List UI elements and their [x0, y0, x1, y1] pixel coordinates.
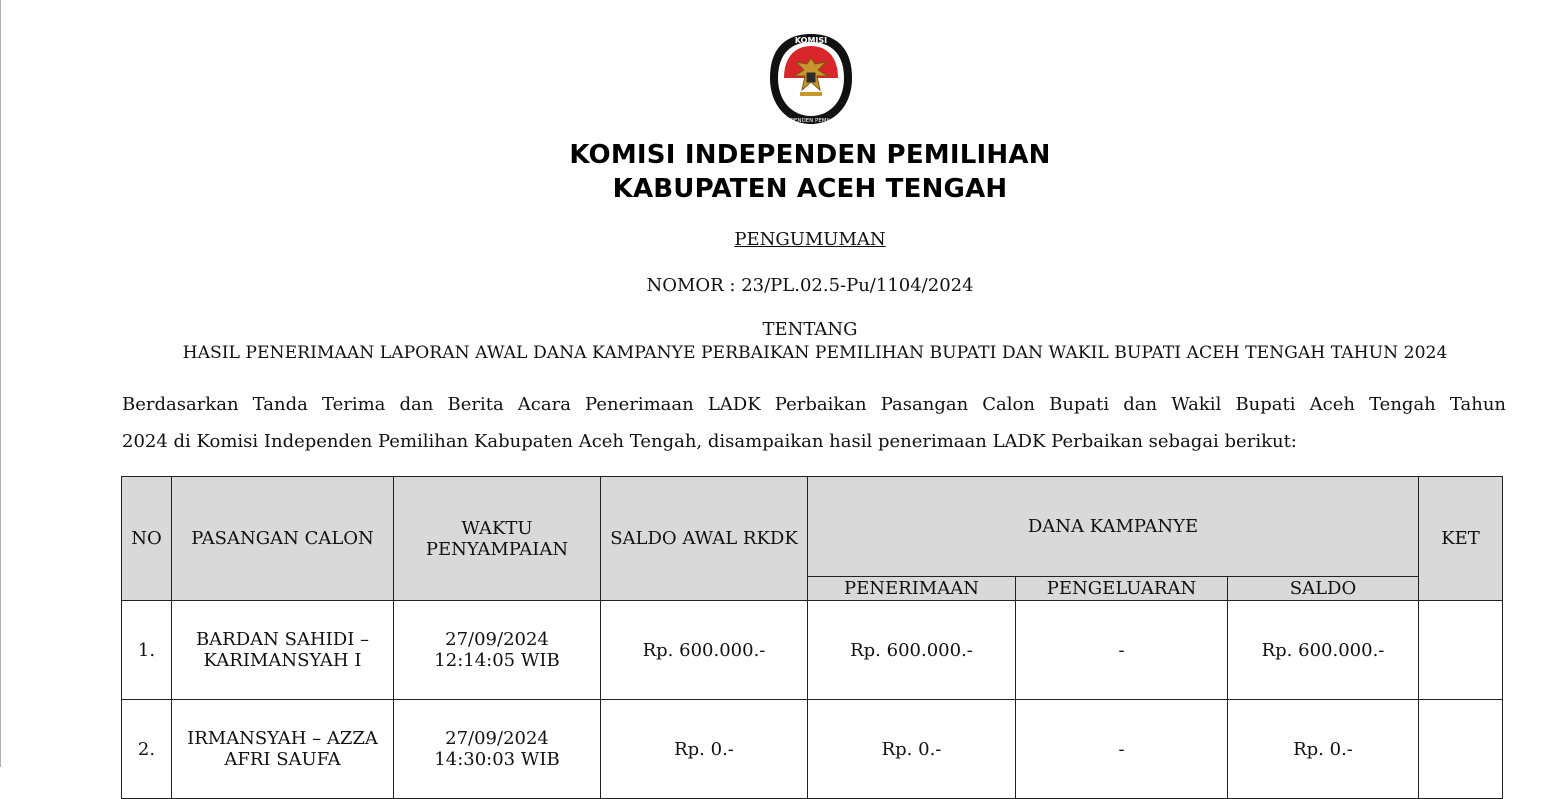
cell-penerimaan: Rp. 600.000.-	[808, 601, 1016, 700]
cell-pasangan-line1: IRMANSYAH – AZZA	[187, 728, 378, 749]
cell-pasangan-line2: AFRI SAUFA	[224, 749, 341, 770]
cell-no: 1.	[122, 601, 172, 700]
intro-paragraph	[122, 386, 1506, 460]
ladk-report-table	[121, 476, 1503, 799]
cell-waktu-time: 12:14:05 WIB	[434, 650, 560, 671]
cell-pasangan-line1: BARDAN SAHIDI –	[195, 629, 370, 650]
kip-logo-emblem	[768, 32, 854, 126]
cell-pasangan-line2: KARIMANSYAH I	[203, 650, 362, 671]
cell-waktu	[394, 700, 601, 799]
announcement-tentang: TENTANG	[762, 319, 858, 340]
table-row	[122, 700, 1503, 799]
col-header-saldo-awal: SALDO AWAL RKDK	[601, 477, 808, 601]
col-header-penerimaan: PENERIMAAN	[808, 577, 1016, 601]
col-header-ket: KET	[1419, 477, 1503, 601]
announcement-number: NOMOR : 23/PL.02.5-Pu/1104/2024	[646, 275, 974, 296]
cell-waktu	[394, 601, 601, 700]
cell-saldo-awal: Rp. 0.-	[601, 700, 808, 799]
cell-waktu-date: 27/09/2024	[445, 629, 549, 650]
cell-pengeluaran: -	[1016, 601, 1228, 700]
cell-ket	[1419, 700, 1503, 799]
cell-pasangan	[172, 700, 394, 799]
cell-pengeluaran: -	[1016, 700, 1228, 799]
header-title-line2: KABUPATEN ACEH TENGAH	[612, 174, 1008, 204]
col-header-pasangan: PASANGAN CALON	[172, 477, 394, 601]
logo-text-top: KOMISI	[794, 36, 828, 45]
cell-pasangan	[172, 601, 394, 700]
col-header-dana-kampanye: DANA KAMPANYE	[808, 477, 1419, 577]
cell-waktu-time: 14:30:03 WIB	[434, 749, 560, 770]
header-title-line1: KOMISI INDEPENDEN PEMILIHAN	[569, 140, 1051, 170]
cell-saldo: Rp. 600.000.-	[1228, 601, 1419, 700]
cell-waktu-date: 27/09/2024	[445, 728, 549, 749]
cell-ket	[1419, 601, 1503, 700]
announcement-subject: HASIL PENERIMAAN LAPORAN AWAL DANA KAMPANYE PERBAIKAN PEMILIHAN BUPATI DAN WAKIL BUPATI ACEH TENGAH TAHUN 2024	[182, 343, 1448, 363]
table-row	[122, 601, 1503, 700]
cell-penerimaan: Rp. 0.-	[808, 700, 1016, 799]
intro-paragraph-line2: 2024 di Komisi Independen Pemilihan Kabupaten Aceh Tengah, disampaikan hasil penerimaan LADK Perbaikan sebagai berikut:	[122, 431, 1297, 452]
col-header-saldo: SALDO	[1228, 577, 1419, 601]
logo-text-bottom: INDEPENDEN PEMILIHAN	[777, 118, 845, 124]
col-header-pengeluaran: PENGELUARAN	[1016, 577, 1228, 601]
intro-paragraph-line1: Berdasarkan Tanda Terima dan Berita Acara Penerimaan LADK Perbaikan Pasangan Calon Bupati dan Wakil Bupati Aceh Tengah Tahun	[122, 394, 1506, 415]
cell-saldo-awal: Rp. 600.000.-	[601, 601, 808, 700]
cell-no: 2.	[122, 700, 172, 799]
page-edge	[0, 0, 1, 767]
col-header-no: NO	[122, 477, 172, 601]
announcement-label: PENGUMUMAN	[734, 229, 886, 250]
cell-saldo: Rp. 0.-	[1228, 700, 1419, 799]
col-header-waktu: WAKTU PENYAMPAIAN	[394, 477, 601, 601]
